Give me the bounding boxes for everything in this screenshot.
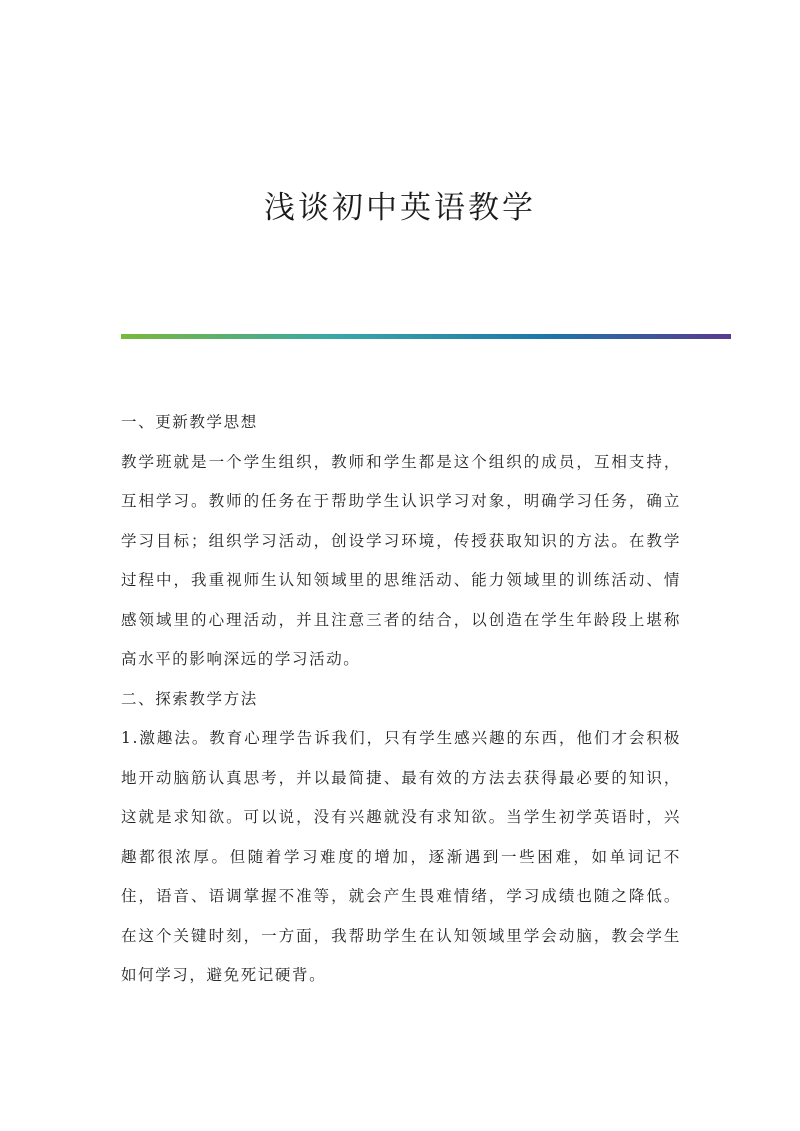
document-title: 浅谈初中英语教学 [264,190,536,226]
section-heading-1: 一、更新教学思想 [121,413,258,431]
section-paragraph-1: 教学班就是一个学生组织，教师和学生都是这个组织的成员，互相支持，互相学习。教师的任务在于帮助学生认识学习对象，明确学习任务，确立学习目标；组织学习活动，创设学习环境，传授获取知识的方法。在教学过程中，我重视师生认知领域里的思维活动、能力领域里的训练活动、情感领域里的心理活动，并且注意三者的结合，以创造在学生年龄段上堪称高水平的影响深远的学习活动。 [121,452,681,668]
section-paragraph-2: 1.激趣法。教育心理学告诉我们，只有学生感兴趣的东西，他们才会积极地开动脑筋认真思考，并以最简捷、最有效的方法去获得最必要的知识，这就是求知欲。可以说，没有兴趣就没有求知欲。当学生初学英语时，兴趣都很浓厚。但随着学习难度的增加，逐渐遇到一些困难，如单词记不住，语音、语调掌握不准等，就会产生畏难情绪，学习成绩也随之降低。在这个关键时刻，一方面，我帮助学生在认知领域里学会动脑，教会学生如何学习，避免死记硬背。 [121,729,681,984]
document-body [121,403,681,996]
title-divider [121,334,731,339]
section-heading-2: 二、探索教学方法 [121,689,258,708]
